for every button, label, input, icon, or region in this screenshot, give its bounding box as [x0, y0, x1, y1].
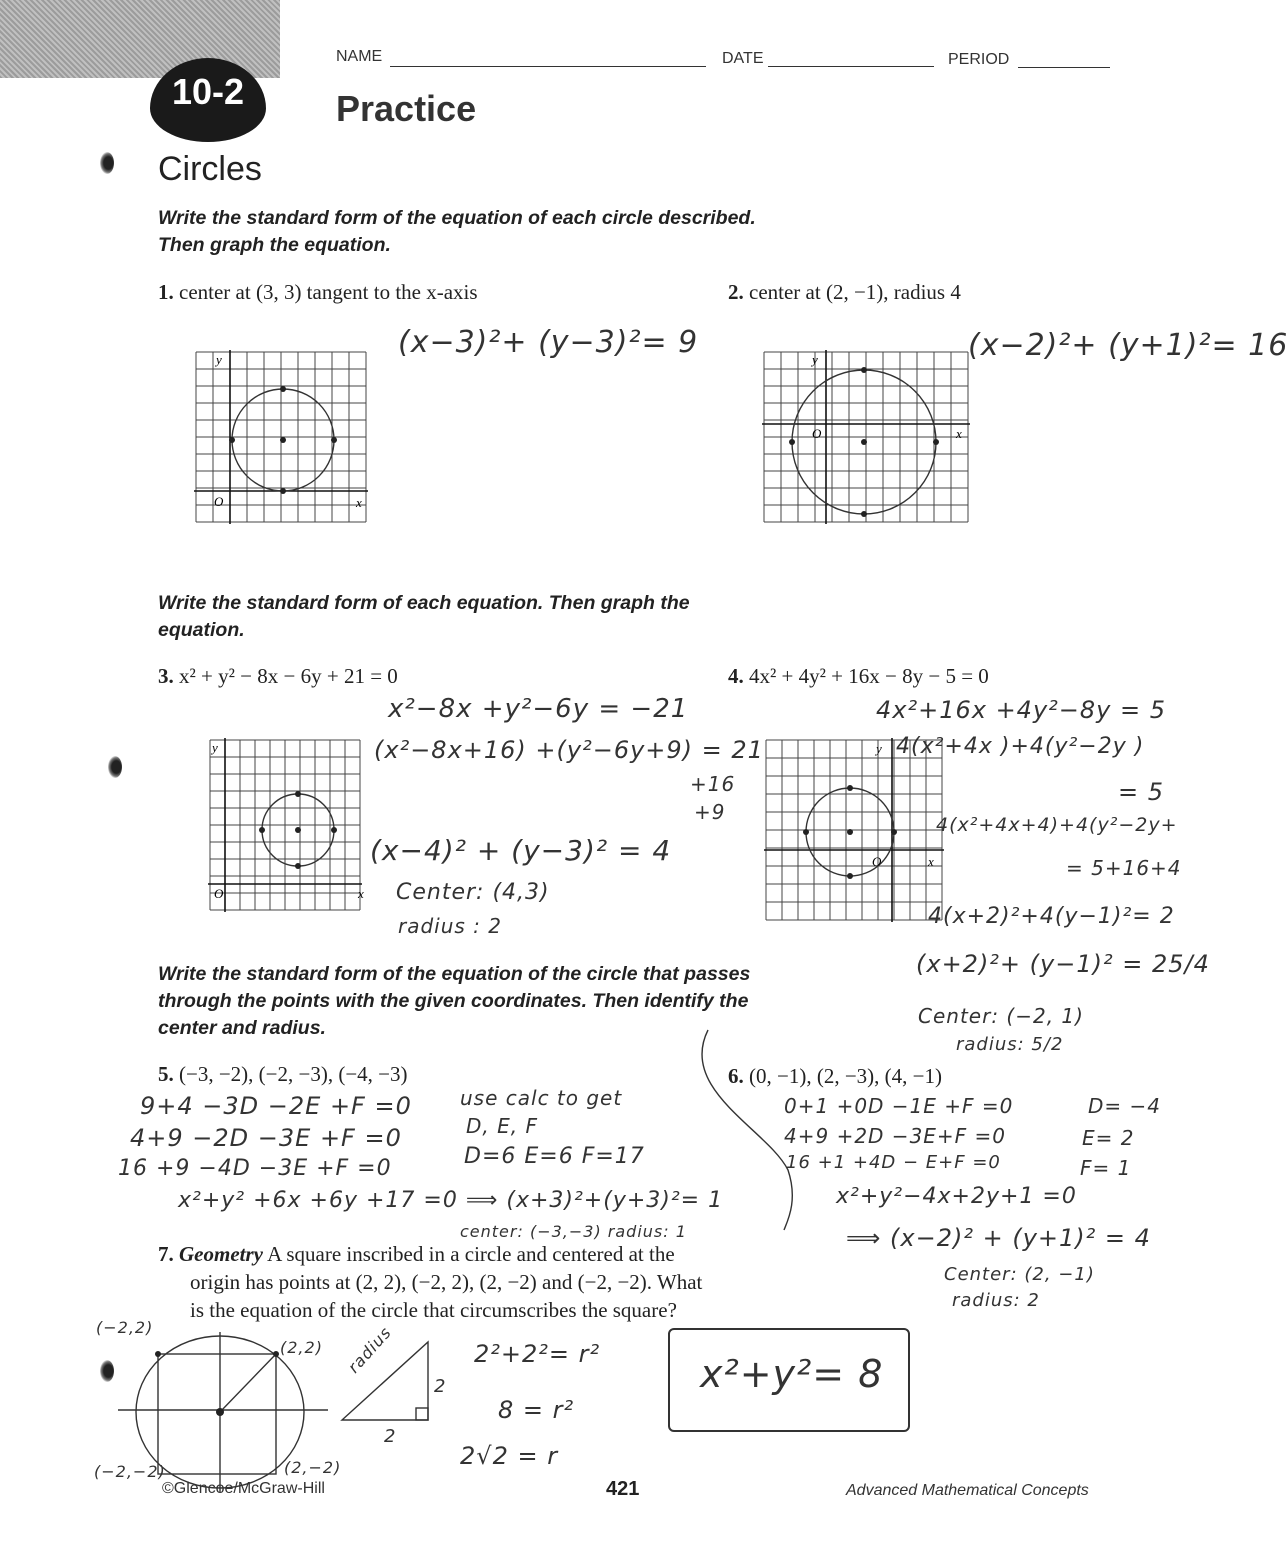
origin-label: O: [872, 854, 882, 869]
p3-work-line: +16: [690, 772, 736, 796]
p6-work-line: Center: (2, −1): [944, 1264, 1095, 1285]
y-label: y: [812, 352, 818, 367]
p5-work-line: 9+4 −3D −2E +F =0: [140, 1092, 412, 1120]
graph-problem-4: [766, 740, 942, 920]
circle-point: [331, 437, 337, 443]
p7-work-line: (2,−2): [284, 1458, 342, 1477]
p4-work-line: = 5+16+4: [1066, 856, 1182, 880]
y-label: y: [876, 741, 882, 756]
section3-instructions: Write the standard form of the equation of the circle that passes through the points with the given coordinates. Then identify the center and radius.: [158, 963, 751, 1039]
date-label: DATE: [722, 50, 764, 67]
problem-3: 3. x² + y² − 8x − 6y + 21 = 0: [158, 664, 398, 688]
section2-instructions: Write the standard form of each equation. Then graph the equation.: [158, 592, 690, 641]
problem-6: 6. (0, −1), (2, −3), (4, −1): [728, 1064, 942, 1088]
circle-point: [891, 829, 897, 835]
page-title: Practice: [336, 88, 477, 129]
p3-work-line: Center: (4,3): [396, 880, 550, 905]
hole-punch: [100, 152, 114, 174]
center-point: [295, 827, 301, 833]
name-line: [390, 66, 706, 67]
p4-work-line: = 5: [1118, 778, 1165, 806]
center-point: [280, 437, 286, 443]
hole-punch: [100, 1360, 114, 1382]
p5-work-line: D=6 E=6 F=17: [464, 1144, 645, 1169]
page-number: 421: [606, 1478, 640, 1500]
hole-punch: [108, 756, 122, 778]
p6-work-line: D= −4: [1088, 1094, 1161, 1118]
problem-4: 4. 4x² + 4y² + 16x − 8y − 5 = 0: [728, 664, 989, 688]
x-label: x: [356, 495, 362, 510]
p7-answer: x²+y²= 8: [700, 1352, 884, 1396]
name-label: NAME: [336, 48, 383, 65]
p3-work-line: +9: [694, 800, 726, 824]
p3-work-line: (x−4)² + (y−3)² = 4: [370, 834, 672, 867]
period-label: PERIOD: [948, 51, 1010, 68]
graph-problem-1: [196, 352, 366, 522]
grid-lines: [766, 740, 942, 920]
p6-work-line: ⟹ (x−2)² + (y+1)² = 4: [846, 1224, 1151, 1252]
problem-2: 2. center at (2, −1), radius 4: [728, 280, 961, 304]
p5-work-line: use calc to get: [460, 1086, 623, 1110]
circle-point: [933, 439, 939, 445]
p7-work-line: (−2,−2): [94, 1462, 166, 1481]
circle-point: [295, 791, 301, 797]
origin-label: O: [812, 426, 822, 441]
lesson-badge: 10-2: [150, 58, 266, 142]
p5-work-line: D, E, F: [466, 1114, 538, 1138]
circle-point: [280, 488, 286, 494]
p3-work-line: (x²−8x+16) +(y²−6y+9) = 21: [374, 736, 764, 764]
book-title: Advanced Mathematical Concepts: [846, 1482, 1089, 1499]
circle-point: [789, 439, 795, 445]
circle-point: [331, 827, 337, 833]
problem-5: 5. (−3, −2), (−2, −3), (−4, −3): [158, 1062, 408, 1086]
period-line: [1018, 67, 1110, 68]
right-angle-mark: [416, 1408, 428, 1420]
sketch-center: [216, 1408, 224, 1416]
p7-work-line: 2: [434, 1376, 447, 1397]
p6-work-line: 16 +1 +4D − E+F =0: [786, 1152, 1001, 1173]
publisher: ©Glencoe/McGraw-Hill: [162, 1480, 325, 1497]
problem-2-answer: (x−2)²+ (y+1)²= 16: [968, 328, 1288, 363]
circle-point: [861, 511, 867, 517]
circle-point: [803, 829, 809, 835]
circle-point: [847, 785, 853, 791]
p4-work-line: (x+2)²+ (y−1)² = 25/4: [916, 950, 1210, 978]
p4-work-line: Center: (−2, 1): [918, 1004, 1084, 1028]
p4-work-line: 4x²+16x +4y²−8y = 5: [876, 696, 1166, 724]
p4-work-line: radius: 5/2: [956, 1034, 1064, 1055]
y-label: y: [212, 740, 218, 755]
p7-work-line: 2√2 = r: [460, 1442, 559, 1470]
p4-work-line: 4(x²+4x+4)+4(y²−2y+: [936, 814, 1178, 836]
p6-work-line: radius: 2: [952, 1290, 1040, 1311]
circle-point: [229, 437, 235, 443]
circle-point: [861, 367, 867, 373]
p6-work-line: E= 2: [1082, 1126, 1135, 1150]
p7-work-line: 8 = r²: [498, 1396, 575, 1424]
circle-point: [847, 873, 853, 879]
p7-work-line: 2²+2²= r²: [474, 1340, 601, 1368]
p6-work-line: F= 1: [1080, 1156, 1132, 1180]
sketch-radius: [220, 1354, 276, 1412]
p4-work-line: 4(x+2)²+4(y−1)²= 2: [928, 904, 1175, 929]
p6-work-line: 0+1 +0D −1E +F =0: [784, 1094, 1014, 1118]
problem-1: 1. center at (3, 3) tangent to the x-axis: [158, 280, 478, 304]
p3-work-line: radius : 2: [398, 914, 503, 938]
origin-label: O: [214, 886, 224, 901]
page-subtitle: Circles: [158, 150, 262, 188]
problem-7: 7. Geometry A square inscribed in a circle and centered at the origin has points at (2, 2), (−2, 2), (2, −2) and (−2, −2). What is the equation of the circle that circumscribes the square?: [158, 1242, 703, 1322]
y-label: y: [216, 352, 222, 367]
p7-work-line: (−2,2): [96, 1318, 154, 1337]
p5-work-line: center: (−3,−3) radius: 1: [460, 1222, 687, 1241]
circle-point: [280, 386, 286, 392]
x-label: x: [928, 854, 934, 869]
sketch-vertex: [155, 1351, 161, 1357]
center-point: [861, 439, 867, 445]
graph-problem-2: [764, 352, 968, 522]
p6-work-line: x²+y²−4x+2y+1 =0: [836, 1184, 1077, 1209]
circle-point: [295, 863, 301, 869]
center-point: [847, 829, 853, 835]
p7-work-line: 2: [384, 1426, 397, 1447]
section1-instructions: Write the standard form of the equation of each circle described. Then graph the equation.: [158, 207, 756, 256]
problem-1-answer: (x−3)²+ (y−3)²= 9: [398, 325, 699, 360]
p3-work-line: x²−8x +y²−6y = −21: [388, 694, 689, 724]
p7-work-line: (2,2): [280, 1338, 323, 1357]
origin-label: O: [214, 494, 224, 509]
circle-point: [259, 827, 265, 833]
x-label: x: [358, 886, 364, 901]
p5-work-line: 16 +9 −4D −3E +F =0: [118, 1156, 392, 1181]
p5-work-line: x²+y² +6x +6y +17 =0 ⟹ (x+3)²+(y+3)²= 1: [178, 1188, 724, 1213]
p5-work-line: 4+9 −2D −3E +F =0: [130, 1124, 402, 1152]
p4-work-line: 4(x²+4x )+4(y²−2y ): [896, 734, 1145, 759]
p7-work-line: radius: [344, 1322, 396, 1377]
date-line: [768, 66, 934, 67]
graph-problem-3: [210, 740, 364, 910]
p6-work-line: 4+9 +2D −3E+F =0: [784, 1124, 1007, 1148]
sketch-vertex: [273, 1351, 279, 1357]
grid-lines: [764, 352, 968, 522]
x-label: x: [956, 426, 962, 441]
